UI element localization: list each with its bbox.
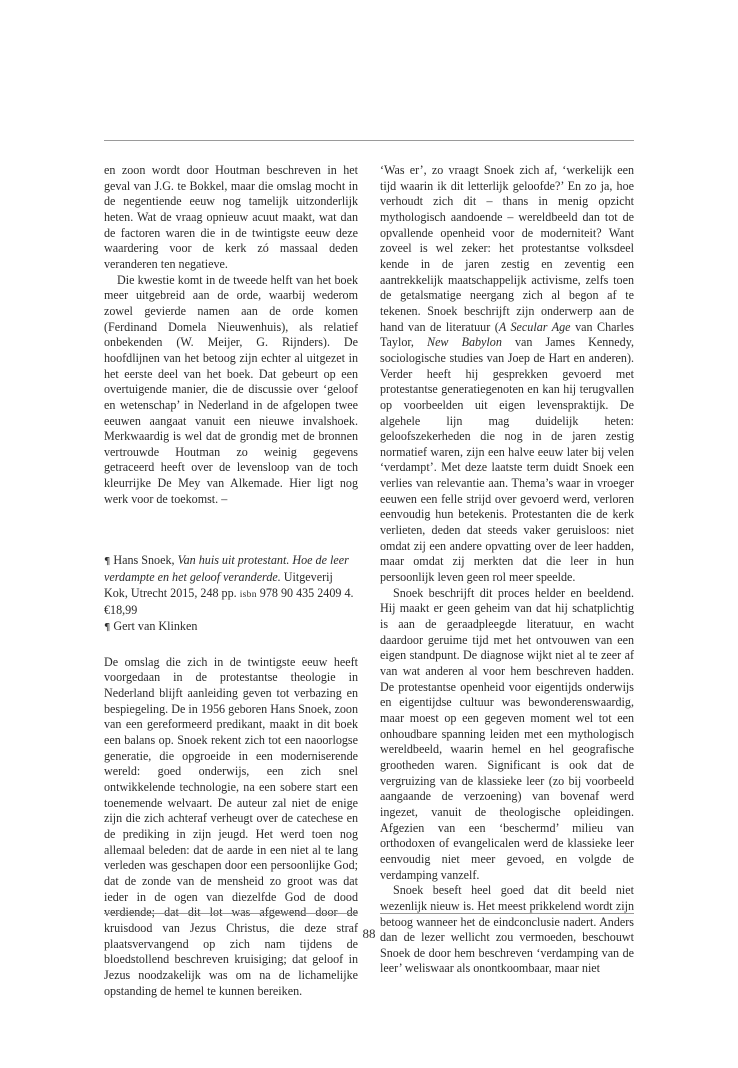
right-column: [380, 163, 634, 977]
isbn-label: isbn: [239, 589, 257, 600]
reviewer-name: Gert van Klinken: [113, 619, 198, 634]
left-paragraph-3: De omslag die zich in de twintigste eeuw heeft voorgedaan in de protestantse theologie in Nederland blijft aanleiding geven tot verbazing en bespiegeling. De in 1956 geboren Hans Snoek, zoon van een gereformeerd predikant, maakt in dit boek een balans op. Snoek rekent zich tot een naoorlogse generatie, die opgroeide in een moderniserende wereld: goed onderwijs, een zich snel ontwikkelende technologie, na een sobere start een toenemende welvaart. De auteur zal niet de enige zijn die zich achteraf verheugt over de catechese en de prediking in zijn jeugd. Het werd toen nog allemaal beleden: dat de aarde in een niet al te lang verleden was geschapen door een persoonlijke God; dat de zonde van de mensheid zo groot was dat ieder in de ogen van diezelfde God de dood kruisdood van Jezus Christus, die deze straf plaatsvervangend op zich nam tijdens de bloedstollend beschreven kruisiging; dat geloof in Jezus noodzakelijk was om na de lichamelijke opstanding de hemel te kunnen bereiken.: [104, 654, 358, 998]
left-paragraph-1: en zoon wordt door Houtman beschreven in het geval van J.G. te Bokkel, maar die omslag mocht in de negentiende eeuw nog tamelijk uitzonderlijk heten. Wat de vraag opnieuw acuut maakt, wat dan de factoren waren die in de twintigste eeuw deze waardering voor de kerk zó massaal deden veranderen ten negatieve.: [104, 163, 358, 271]
bibliography-entry: [104, 553, 358, 619]
book-author: Hans Snoek,: [113, 553, 175, 568]
left-paragraph-2: Die kwestie komt in de tweede helft van het boek meer uitgebreid aan de orde, waarbij wederom zowel gevierde namen aan de orde komen (Ferdinand Domela Nieuwenhuis), als relatief onbekenden (W. Meijer, G. Rijnders). De hoofdlijnen van het betoog zijn echter al uitgezet in het eerste deel van het boek. Dat gebeurt op een overtuigende manier, die de discussie over ‘geloof en wetenschap’ in Nederland in de afgelopen twee eeuwen aangaat vanuit een nieuwe invalshoek. Merkwaardig is wel dat de grondig met de bronnen vertrouwde Houtman zo weinig gegevens getraceerd heeft over de levensloop van de toch kleurrijke De Mey van Alkemade. Hier ligt nog werk voor de toekomst. –: [104, 272, 358, 506]
left-column: [104, 163, 358, 999]
top-rule: [104, 140, 634, 141]
right-paragraph-1: [380, 163, 634, 586]
book-isbn-price: 978 90 435 2409 4. €18,99: [104, 585, 354, 618]
right-paragraph-3: Snoek beseft heel goed dat dit beeld niet wezenlijk nieuw is. Het meest prikkelend wordt zijn betoog wanneer het de eindconclusie nadert. Anders dan de lezer wellicht zou vermoeden, beschouwt Snoek de door hem beschreven ‘verdamping van de leer’ weliswaar als onontkoombaar, maar niet: [380, 883, 634, 976]
right-paragraph-1-text-a: ‘Was er’, zo vraagt Snoek zich af, ‘werkelijk een tijd waarin ik dit letterlijk geloofde?’ En zo ja, hoe verhoudt zich dit – thans in menig opzicht mythologisch aandoende – wereldbeeld dan tot de opvallende openheid voor de moderniteit? Want zoveel is wel zeker: het protestantse volksdeel kende in de jaren zestig en zeventig een aantrekkelijk maatschappelijk activisme, zelfs toen de getalsmatige neergang zich al begon af te tekenen. Snoek beschrijft zijn onderwerp aan de hand van de literatuur (: [380, 163, 634, 334]
right-paragraph-1-text-c: van James Kennedy, sociologische studies van Joep de Hart en anderen). Verder heeft hij gesprekken gevoerd met protestantse generatiegenoten en kan hij terugvallen op voorbeelden uit eigen levenspraktijk. De algehele lijn mag duidelijk heten: geloofszekerheden die nog in de jaren zestig normatief waren, zijn een halve eeuw later bij velen ‘verdampt’. Met deze laatste term duidt Snoek een verlies van relevantie aan. Thema’s waar in vroeger eeuwen een felle strijd over gevoerd werd, verloren eenvoudig hun betekenis. Protestanten die de kerk verlieten, deden dat steeds vaker geruisloos: niet omdat zij een andere opvatting over de leer hadden, maar omdat zij merkten dat die leer in hun persoonlijk leven geen rol meer speelde.: [380, 335, 634, 585]
book-title: Van huis uit protestant. Hoe de leer verdampte en het geloof veranderde.: [104, 553, 349, 585]
pilcrow-mark: ¶: [104, 622, 111, 634]
bottom-rule-right: [380, 913, 634, 914]
pilcrow-mark: ¶: [104, 556, 111, 568]
right-paragraph-1-text-b: van Charles Taylor,: [380, 319, 634, 350]
bottom-rule-left: [104, 913, 358, 914]
page-number: 88: [362, 926, 376, 941]
right-paragraph-2: Snoek beschrijft dit proces helder en beeldend. Hij maakt er geen geheim van dat hij schatplichtig is aan de geraadpleegde literatuur, en wacht daardoor geruime tijd met het ontvouwen van een eigen standpunt. De diagnose wijkt niet al te zeer af van wat anderen al voor hem beschreven hadden. De protestantse openheid voor eigentijds onderwijs en eigentijdse cultuur was bewonderenswaardig, maar moest op een gegeven moment wel tot een onhoudbare spanning leiden met een mythologisch wereldbeeld, waarin hemel en hel geografische grootheden waren. Significant is ook dat de vergruizing van de klassieke leer (zo bij voorbeeld aangaande de verzoening) van bovenaf werd ingezet, vanuit de theologische opleidingen. Afgezien van een ‘beschermd’ milieu van orthodoxen of evangelicalen werd de klassieke leer eenvoudig niet meer gevoed, en volgde de verdamping vanzelf.: [380, 585, 634, 882]
cited-title-new-babylon: New Babylon: [427, 335, 502, 350]
reviewer-line: [104, 619, 358, 636]
book-publisher: Uitgeverij Kok, Utrecht 2015, 248 pp.: [104, 570, 333, 600]
cited-title-secular-age: A Secular Age: [498, 319, 571, 334]
